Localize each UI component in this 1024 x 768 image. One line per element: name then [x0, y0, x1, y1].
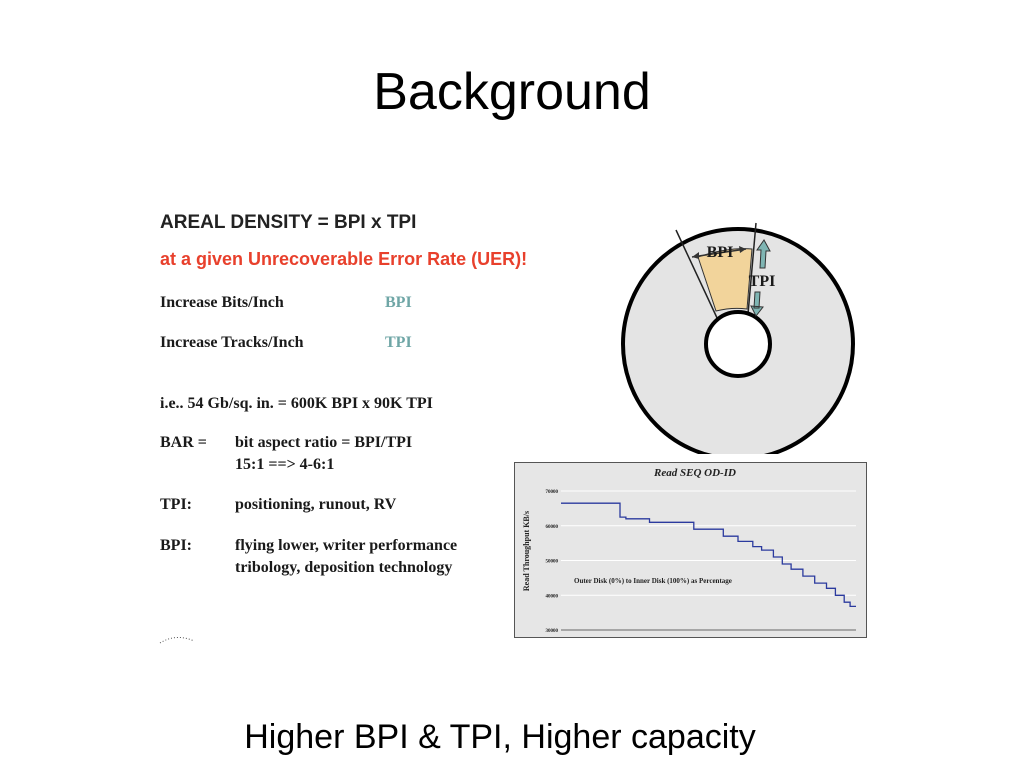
- tpi-text: positioning, runout, RV: [235, 496, 397, 513]
- bpi-value: BPI: [385, 294, 412, 311]
- throughput-chart-svg: [515, 463, 866, 637]
- bpi-label: BPI:: [160, 537, 192, 554]
- increase-bits-label: Increase Bits/Inch: [160, 294, 284, 311]
- chart-y-tick-label: 50000: [545, 559, 558, 565]
- increase-tracks-label: Increase Tracks/Inch: [160, 334, 304, 351]
- chart-gridlines: [561, 491, 856, 630]
- tpi-label: TPI:: [160, 496, 192, 513]
- tpi-value: TPI: [385, 334, 412, 351]
- bpi-line2: tribology, deposition technology: [235, 559, 453, 576]
- disk-spindle-hole: [706, 312, 770, 376]
- bpi-line1: flying lower, writer performance: [235, 537, 458, 554]
- bpi-disk-label: BPI: [706, 244, 734, 261]
- slide-title: Background: [373, 63, 651, 121]
- bar-line2: 15:1 ==> 4-6:1: [235, 456, 335, 473]
- chart-y-tick-label: 70000: [545, 490, 558, 495]
- chart-annotation: Outer Disk (0%) to Inner Disk (100%) as Percentage: [574, 577, 732, 585]
- chart-series-line: [561, 503, 856, 606]
- chart-y-tick-label: 30000: [545, 629, 558, 634]
- areal-density-heading: AREAL DENSITY = BPI x TPI: [160, 212, 417, 233]
- bar-label: BAR =: [160, 434, 207, 451]
- chart-y-tick-label: 60000: [545, 524, 558, 530]
- chart-y-axis-label: Read Throughput KB/s: [522, 510, 531, 592]
- bar-line1: bit aspect ratio = BPI/TPI: [235, 434, 413, 451]
- chart-title: Read SEQ OD-ID: [654, 467, 736, 479]
- tpi-disk-label: TPI: [748, 273, 776, 290]
- throughput-chart: [514, 462, 867, 638]
- example-line: i.e.. 54 Gb/sq. in. = 600K BPI x 90K TPI: [160, 395, 433, 412]
- disk-diagram: [620, 220, 860, 454]
- chart-y-tick-label: 40000: [545, 594, 558, 600]
- slide-footer: Higher BPI & TPI, Higher capacity: [244, 718, 756, 756]
- uer-subheading: at a given Unrecoverable Error Rate (UER)!: [160, 249, 528, 269]
- dotted-arc-decoration: [158, 633, 198, 647]
- chart-y-ticks: [546, 490, 559, 634]
